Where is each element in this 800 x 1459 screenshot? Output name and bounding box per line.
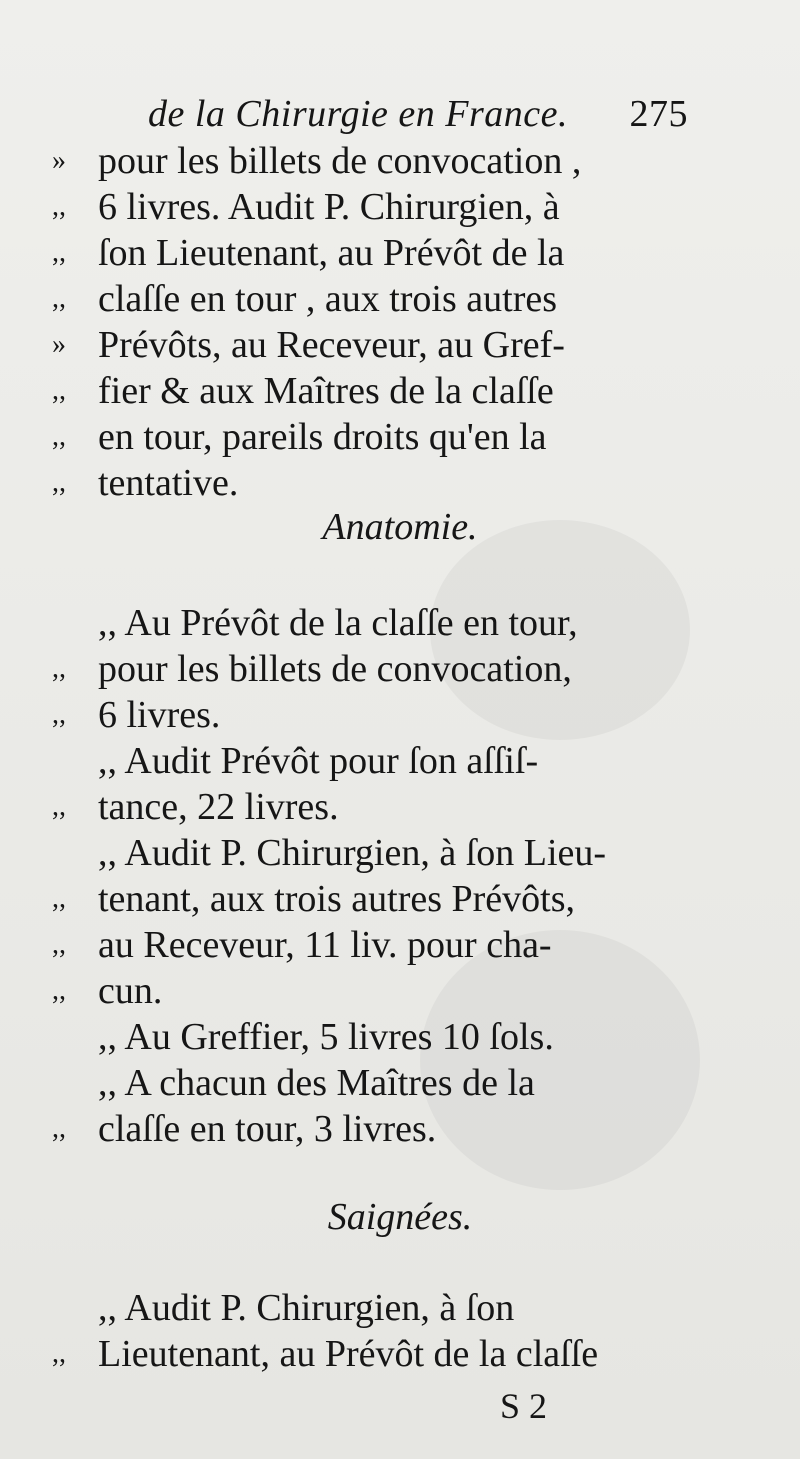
text-line (52, 414, 702, 460)
line-text: claſſe en tour, 3 livres. (98, 1108, 437, 1150)
line-text: en tour, pareils droits qu'en la (98, 416, 547, 458)
line-text: Prévôts, au Receveur, au Gref- (98, 324, 565, 366)
text-line (52, 876, 702, 922)
line-text: pour les billets de convocation , (98, 140, 582, 182)
text-line (52, 692, 702, 738)
text-line (52, 276, 702, 322)
line-text: ,, Audit Prévôt pour ſon aſſiſ- (98, 740, 539, 782)
text-line (52, 1014, 702, 1060)
line-text: ſon Lieutenant, au Prévôt de la (98, 232, 565, 274)
running-header (148, 92, 688, 140)
line-text: tenant, aux trois autres Prévôts, (98, 878, 576, 920)
quote-mark: ,, (52, 283, 66, 314)
line-text: ,, A chacun des Maîtres de la (98, 1062, 535, 1104)
line-text: ,, Audit P. Chirurgien, à ſon (98, 1287, 515, 1329)
quote-mark: ,, (52, 699, 66, 730)
text-line (52, 460, 702, 506)
text-line (52, 230, 702, 276)
line-text: pour les billets de convocation, (98, 648, 572, 690)
line-text: cun. (98, 970, 163, 1012)
line-text: 6 livres. (98, 694, 221, 736)
text-line (52, 600, 702, 646)
quote-mark: ,, (52, 237, 66, 268)
line-text: ,, Au Prévôt de la claſſe en tour, (98, 602, 578, 644)
page-number: 275 (629, 93, 688, 135)
text-line (52, 922, 702, 968)
line-text: tentative. (98, 462, 239, 504)
text-line (52, 184, 702, 230)
quote-mark: » (52, 145, 66, 176)
text-line (52, 1060, 702, 1106)
quote-mark: ,, (52, 1113, 66, 1144)
text-line (52, 830, 702, 876)
running-title: de la Chirurgie en France. (148, 93, 569, 135)
line-text: 6 livres. Audit P. Chirurgien, à (98, 186, 560, 228)
quote-mark: ,, (52, 791, 66, 822)
quote-mark: ,, (52, 883, 66, 914)
signature-mark: S 2 (500, 1386, 548, 1426)
section-heading: Saignées. (327, 1196, 473, 1238)
line-text: ,, Audit P. Chirurgien, à ſon Lieu- (98, 832, 607, 874)
quote-mark: » (52, 329, 66, 360)
section-heading: Anatomie. (322, 506, 478, 548)
quote-mark: ,, (52, 375, 66, 406)
line-text: au Receveur, 11 liv. pour cha- (98, 924, 552, 966)
text-line (52, 322, 702, 368)
text-line (52, 968, 702, 1014)
quote-mark: ,, (52, 1338, 66, 1369)
quote-mark: ,, (52, 653, 66, 684)
text-line (52, 784, 702, 830)
text-line (52, 1285, 702, 1331)
quote-mark: ,, (52, 191, 66, 222)
line-text: fier & aux Maîtres de la claſſe (98, 370, 554, 412)
line-text: tance, 22 livres. (98, 786, 339, 828)
line-text: claſſe en tour , aux trois autres (98, 278, 558, 320)
text-line (52, 738, 702, 784)
quote-mark: ,, (52, 421, 66, 452)
quote-mark: ,, (52, 929, 66, 960)
text-line (52, 368, 702, 414)
quote-mark: ,, (52, 975, 66, 1006)
text-line (52, 1331, 702, 1377)
text-line (52, 138, 702, 184)
text-line (52, 1106, 702, 1152)
line-text: ,, Au Greffier, 5 livres 10 ſols. (98, 1016, 554, 1058)
line-text: Lieutenant, au Prévôt de la claſſe (98, 1333, 599, 1375)
quote-mark: ,, (52, 467, 66, 498)
text-line (52, 646, 702, 692)
